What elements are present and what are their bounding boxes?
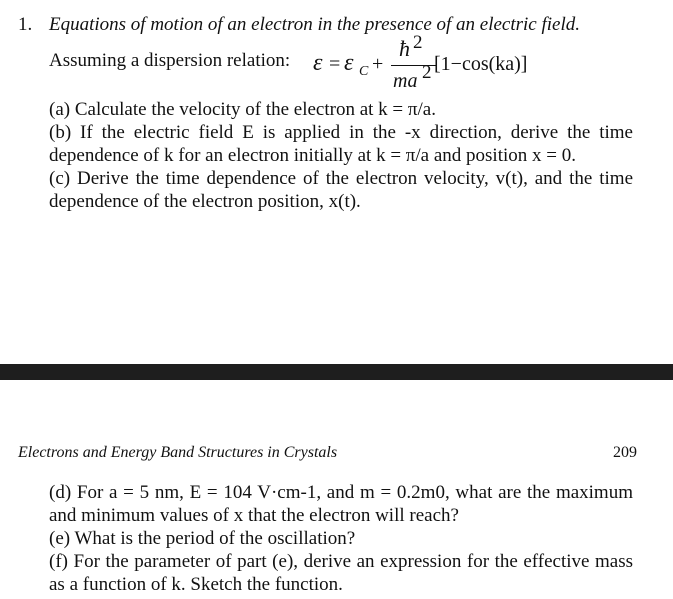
eq-equals: =: [329, 53, 341, 75]
page-divider: [0, 364, 673, 380]
eq-plus: +: [372, 53, 384, 75]
eq-denominator: ma: [393, 70, 418, 92]
part-c: (c) Derive the time dependence of the electron velocity, v(t), and the time dependence of the electron position, x(t).: [49, 168, 633, 212]
eq-bracket: [1−cos(ka)]: [434, 53, 528, 75]
parts-page1: [49, 98, 633, 213]
eq-term1: ε: [344, 50, 354, 76]
part-a: (a) Calculate the velocity of the electron at k = π/a.: [49, 99, 436, 120]
dispersion-equation: [313, 34, 543, 104]
part-e: (e) What is the period of the oscillation?: [49, 528, 356, 549]
eq-numerator: ħ: [399, 36, 410, 61]
page-number: 209: [613, 444, 637, 461]
part-d: (d) For a = 5 nm, E = 104 V·cm-1, and m = 0.2m0, what are the maximum and minimum values of x that the electron will reach?: [49, 482, 633, 526]
assumption-text: Assuming a dispersion relation:: [49, 50, 291, 71]
problem-number: 1.: [18, 14, 33, 35]
part-b: (b) If the electric field E is applied in the -x direction, derive the time dependence of k for an electron initially at k = π/a and position x = 0.: [49, 122, 633, 166]
running-head: Electrons and Energy Band Structures in Crystals: [18, 444, 338, 461]
eq-numerator-sup: 2: [413, 32, 423, 53]
eq-term1-sub: C: [359, 64, 369, 79]
eq-denominator-sup: 2: [422, 62, 432, 83]
problem-title: Equations of motion of an electron in the presence of an electric field.: [49, 14, 581, 35]
part-f: (f) For the parameter of part (e), derive an expression for the effective mass as a function of k. Sketch the function.: [49, 551, 633, 595]
eq-lhs: ε: [313, 50, 323, 76]
parts-page2: [49, 481, 633, 596]
